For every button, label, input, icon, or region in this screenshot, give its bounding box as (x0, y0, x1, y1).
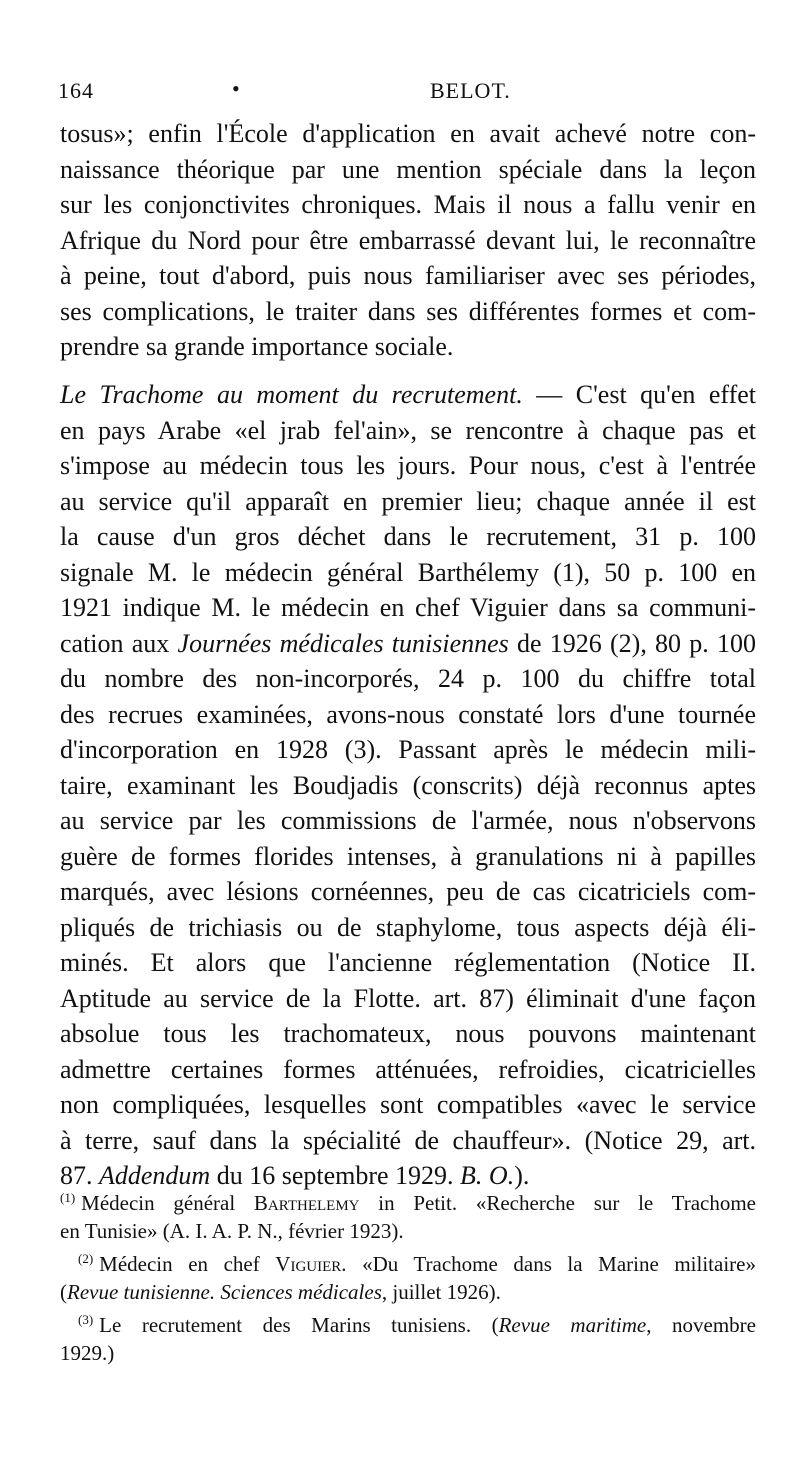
footnote-2 (60, 1245, 756, 1278)
text-run: du 16 septembre 1929. (210, 1161, 461, 1190)
text-line: admettre certaines formes atténuées, refroidies, cicatricielles (60, 1054, 756, 1084)
text-line: à terre, sauf dans la spécialité de chauffeur». (Notice 29, art. (60, 1125, 756, 1155)
footnote-2-line-2: (Revue tunisienne. Sciences médicales, juillet 1926). (60, 1280, 501, 1304)
italic-abbrev: B. O. (460, 1161, 515, 1190)
text-line: au service par les commissions de l'armée, nous n'observons (60, 806, 756, 835)
text-run: de 1926 (2), 80 p. 100 (508, 628, 757, 658)
text-line: ses complications, le traiter dans ses différentes formes et com- (60, 296, 756, 326)
text-line: absolue tous les trachomateux, nous pouvons maintenant (60, 1019, 756, 1048)
footnote-1 (60, 1184, 756, 1217)
text-line: prendre sa grande importance sociale. (60, 332, 454, 361)
text-run: 87. (60, 1161, 99, 1190)
text-line: la cause d'un gros déchet dans le recrutement, 31 p. 100 (60, 522, 756, 551)
text-run: . «Du Trachome dans la Marine militaire» (341, 1252, 756, 1276)
text-line: 1921 indique M. le médecin en chef Viguier dans sa communi- (60, 593, 756, 622)
text-run: cation aux (60, 628, 178, 658)
text-line: sur les conjonctivites chroniques. Mais il nous a fallu venir en (60, 190, 756, 219)
text-line: d'incorporation en 1928 (3). Passant après le médecin mili- (60, 735, 756, 764)
footnote-marker: (3) (78, 1312, 94, 1327)
text-line: Aptitude au service de la Flotte. art. 87) éliminait d'une façon (60, 983, 756, 1013)
paragraph-1 (60, 116, 756, 365)
text-line: naissance théorique par une mention spéciale dans la leçon (60, 154, 756, 184)
footnote-marker: (1) (60, 1190, 76, 1205)
text-line: signale M. le médecin général Barthélemy (1), 50 p. 100 en (60, 557, 756, 587)
text-run: Médecin général (81, 1191, 254, 1215)
footnotes (60, 1184, 756, 1367)
text-run: , novembre (646, 1313, 756, 1337)
footnote-3-line-2: 1929.) (60, 1341, 115, 1365)
text-line: au service qu'il apparaît en premier lieu; chaque année il est (60, 486, 756, 516)
text-line: taire, examinant les Boudjadis (conscrits) déjà reconnus aptes (60, 770, 756, 800)
text-run: in Petit. «Recherche sur le Trachome (359, 1191, 756, 1215)
header-mark: • (232, 76, 241, 101)
text-line: minés. Et alors que l'ancienne réglementation (Notice II. (60, 948, 756, 977)
text-line: en pays Arabe «el jrab fel'ain», se rencontre à chaque pas et (60, 415, 756, 445)
text-line: s'impose au médecin tous les jours. Pour nous, c'est à l'entrée (60, 451, 756, 480)
italic-title: Revue tunisienne. Sciences médicales (67, 1280, 382, 1304)
text-run: Le recrutement des Marins tunisiens. ( (99, 1313, 499, 1337)
text-line (60, 377, 756, 413)
text-run: — C'est qu'en effet (522, 380, 756, 409)
text-run: ). (514, 1161, 530, 1190)
text-line: pliqués de trichiasis ou de staphylome, tous aspects déjà éli- (60, 912, 756, 942)
text-run: Médecin en chef (99, 1252, 276, 1276)
text-line: à peine, tout d'abord, puis nous familiariser avec ses périodes, (60, 261, 756, 290)
footnote-1-line-2: en Tunisie» (A. I. A. P. N., février 1923). (60, 1219, 404, 1243)
italic-word: Addendum (99, 1161, 211, 1190)
text-line: du nombre des non-incorporés, 24 p. 100 du chiffre total (60, 664, 756, 693)
footnote-marker: (2) (78, 1251, 94, 1266)
text-line: guère de formes florides intenses, à granulations ni à papilles (60, 841, 756, 871)
page-number: 164 (58, 78, 94, 103)
italic-title: Journées médicales tunisiennes (177, 628, 509, 658)
running-title: BELOT. (430, 78, 511, 103)
section-heading: Le Trachome au moment du recrutement. (60, 380, 523, 409)
text-line (60, 626, 756, 662)
paragraph-2 (60, 377, 756, 1194)
text-line: Afrique du Nord pour être embarrassé devant lui, le reconnaître (60, 225, 756, 255)
page-header (58, 78, 760, 112)
text-line: marqués, avec lésions cornéennes, peu de cas cicatriciels com- (60, 877, 756, 906)
text-line: non compliquées, lesquelles sont compatibles «avec le service (60, 1090, 756, 1119)
text-line: des recrues examinées, avons-nous constaté lors d'une tournée (60, 699, 756, 729)
author-name: Barthelemy (253, 1191, 360, 1215)
author-name: Viguier (275, 1252, 342, 1276)
footnote-3 (60, 1306, 756, 1339)
italic-title: Revue maritime (498, 1313, 647, 1337)
text-run: , juillet 1926). (381, 1280, 501, 1304)
text-line: tosus»; enfin l'École d'application en avait achevé notre con- (60, 119, 756, 148)
